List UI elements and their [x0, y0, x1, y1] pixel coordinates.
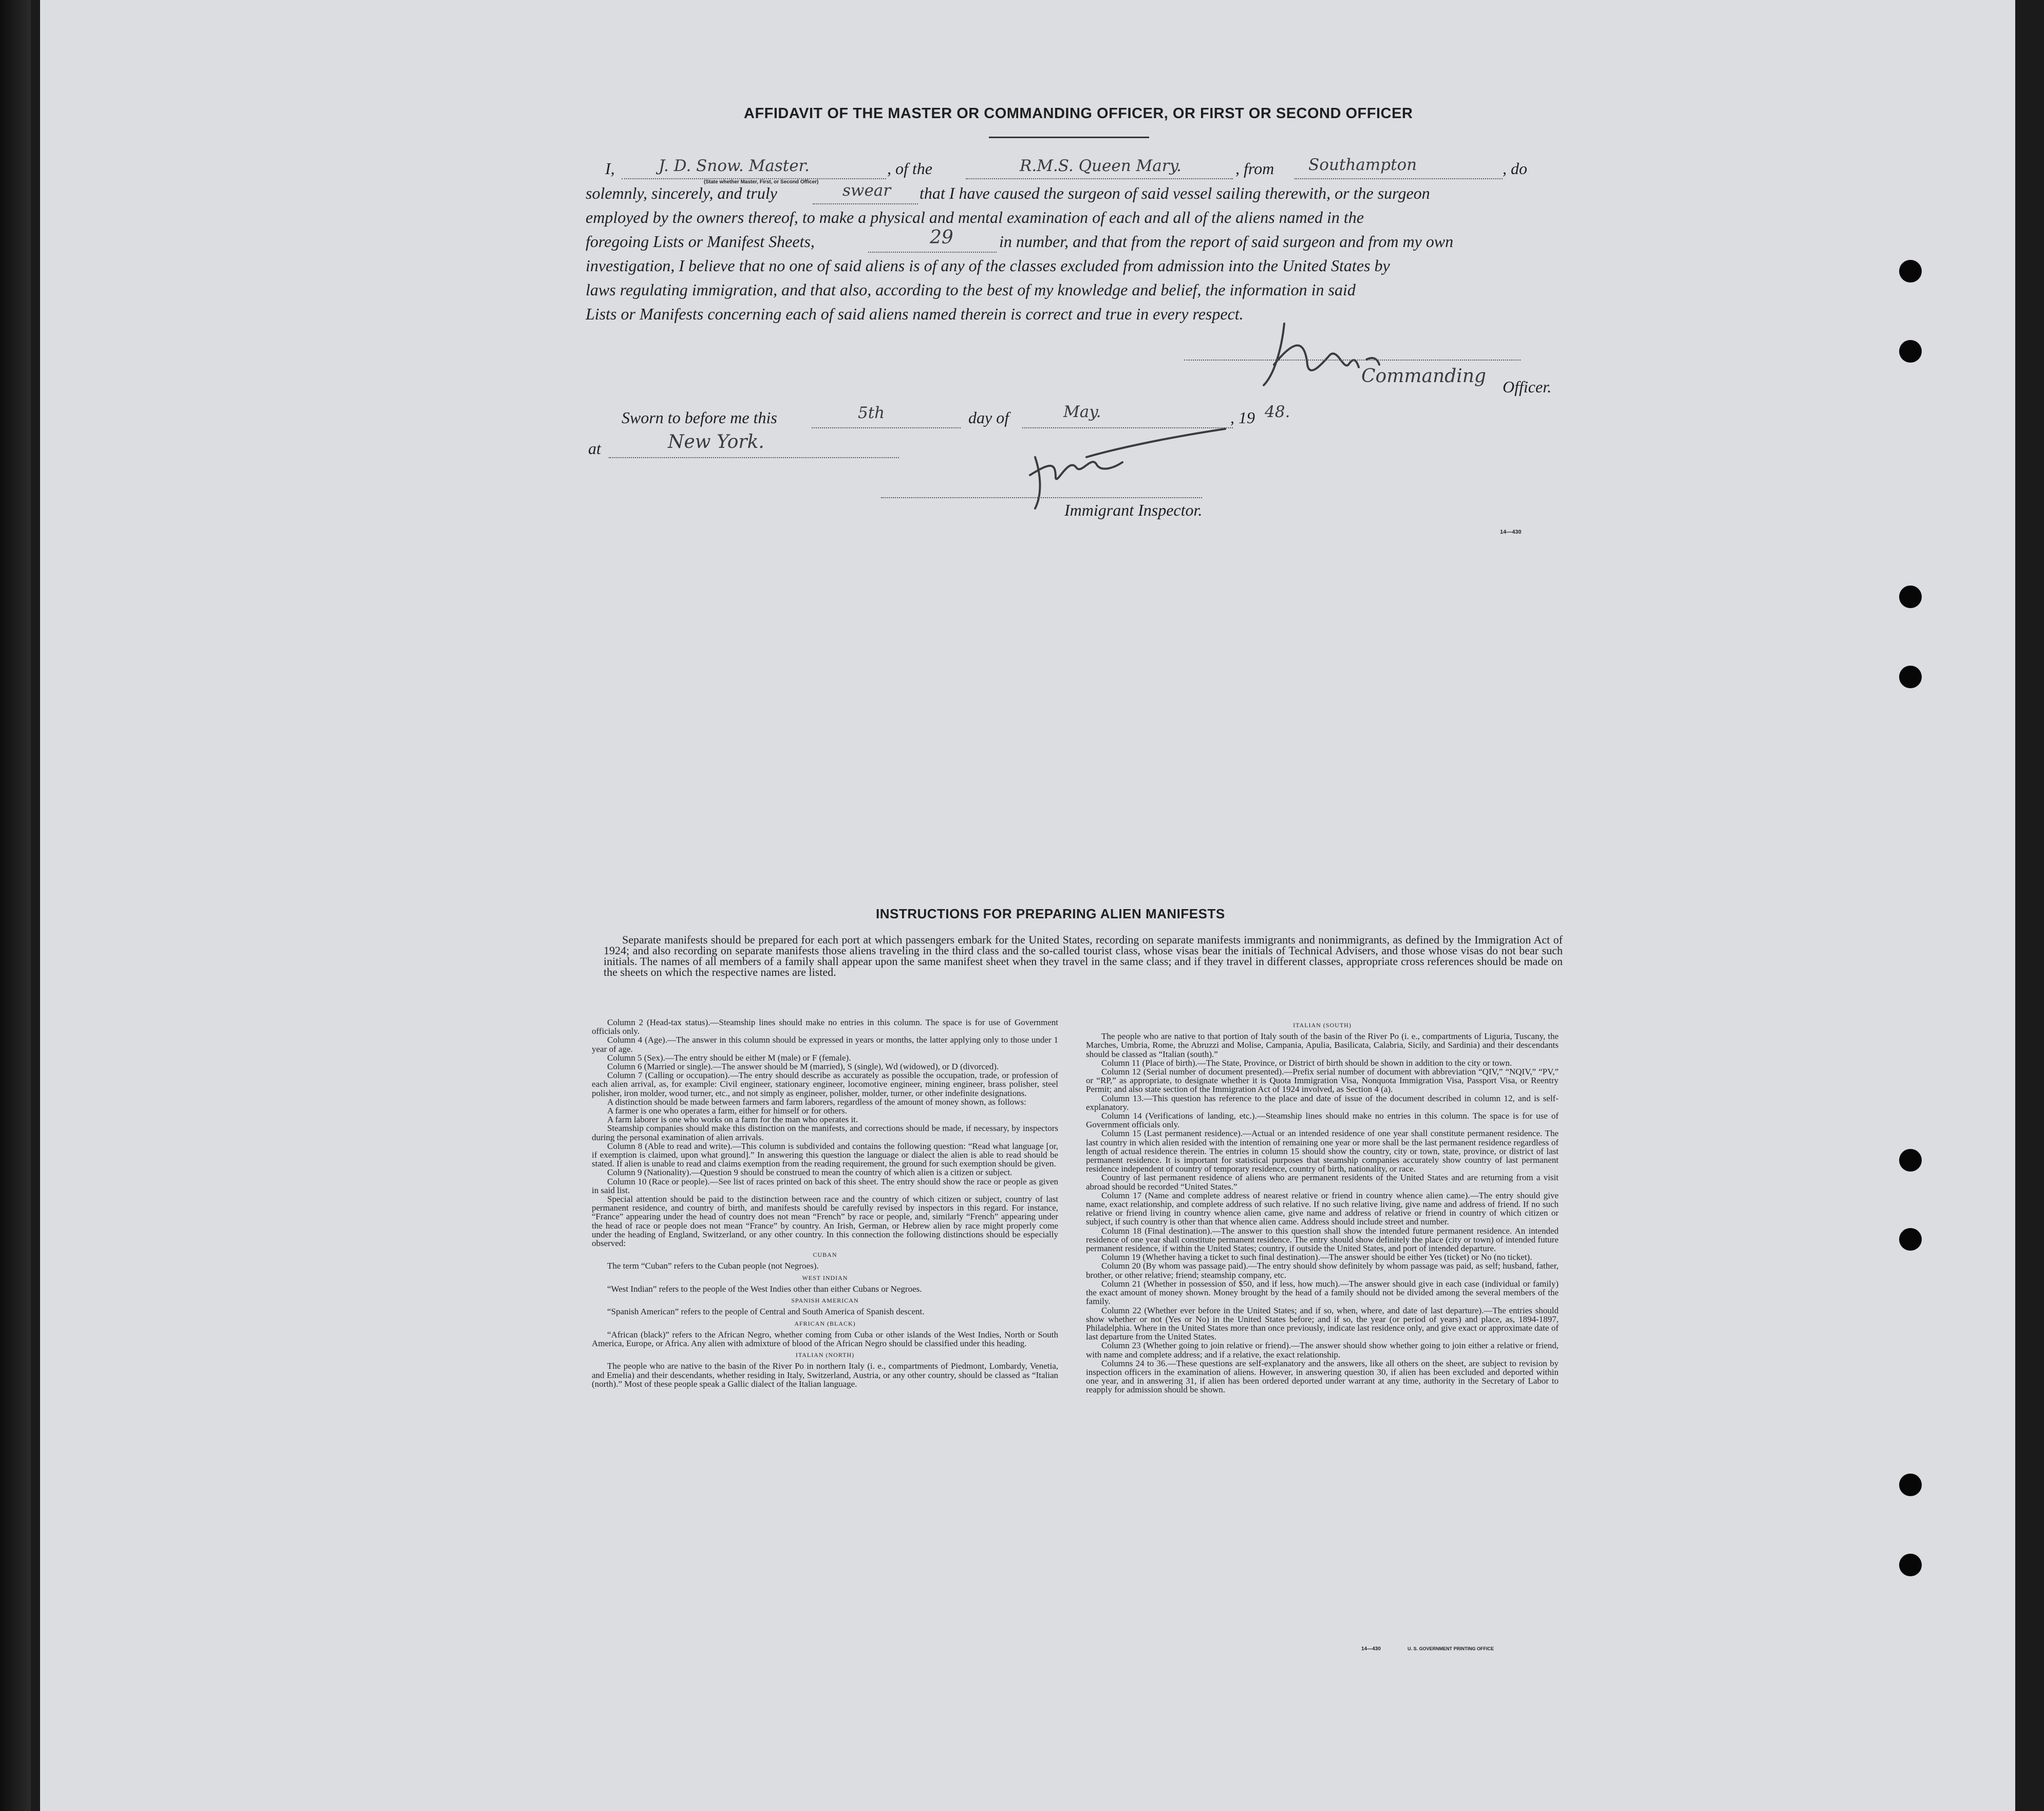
instruction-paragraph: A farmer is one who operates a farm, either for himself or for others.	[607, 1106, 847, 1116]
instruction-paragraph: Column 21 (Whether in possession of $50, and if less, how much).—The answer should give in each case (individual or family) the exact amount of money shown. Money brought by the head of a family should not be divided among the several members of the family.	[1086, 1278, 1559, 1307]
sworn-place-handwritten: New York.	[668, 431, 764, 452]
affidavit-title: AFFIDAVIT OF THE MASTER OR COMMANDING OFFICER, OR FIRST OR SECOND OFFICER	[744, 105, 1413, 122]
instruction-paragraph: “African (black)” refers to the African Negro, whether coming from Cuba or other islands of the West Indies, North or South America, Europe, or Africa. Any alien with admixture of blood of the African Negro should be classified under this heading.	[592, 1329, 1058, 1348]
section-heading: CUBAN	[813, 1251, 837, 1259]
affidavit-text: in number, and that from the report of said surgeon and from my own	[999, 232, 1454, 251]
instruction-paragraph: Special attention should be paid to the distinction between race and the country of which citizen or subject, country of last permanent residence, and country of birth, and manifests should be carefully revised by inspectors in this regard. For instance, “France” appearing under the head of country does not mean “French” by race or people, and, similarly “French” appearing under the head of race or people does not mean “France” by country. An Irish, German, or Hebrew alien by race might properly come under the heading of England, Switzerland, or any other country. In this connection the following distinctions should be especially observed:	[592, 1194, 1058, 1249]
instruction-paragraph: Column 2 (Head-tax status).—Steamship lines should make no entries in this column. The space is for use of Government officials only.	[592, 1017, 1058, 1036]
affidavit-text: investigation, I believe that no one of said aliens is of any of the classes excluded from admission into the United States by	[586, 256, 1390, 275]
form-number: 14—430	[1500, 529, 1522, 535]
instruction-paragraph: Column 12 (Serial number of document presented).—Prefix serial number of document with abbreviation “QIV,” “NQIV,” “PV,” or “RP,” as appropriate, to designate whether it is Quota Immigration Visa, Nonquota Immigration Visa, Passport Visa, or Reentry Permit; and also state section of the Immigration Act of 1924 involved, as Section 4 (a).	[1086, 1067, 1559, 1095]
instruction-paragraph: Column 22 (Whether ever before in the United States; and if so, when, where, and date of last departure).—The entries should show whether or not (Yes or No) in the United States before; and if so, the year (or period of years) and place, as, 1894-1897, Philadelphia. Where in the United States more than once previously, indicate last residence only, and give exact or approximate date of last departure from the United States.	[1086, 1305, 1559, 1342]
section-heading: AFRICAN (BLACK)	[794, 1319, 856, 1327]
fill-line	[1295, 178, 1503, 179]
fill-line	[609, 457, 899, 458]
signature-line	[1184, 360, 1521, 361]
scan-left-edge	[0, 0, 31, 1811]
officer-label: Officer.	[1503, 378, 1552, 396]
fill-line	[812, 427, 961, 428]
affidavit-text: Lists or Manifests concerning each of said aliens named therein is correct and true in every respect.	[586, 305, 1244, 323]
instruction-paragraph: Column 20 (By whom was passage paid).—The entry should show definitely by whom passage was paid, as self; husband, father, brother, or other relative; friend; steamship company, etc.	[1086, 1261, 1559, 1280]
instruction-paragraph: Steamship companies should make this distinction on the manifests, and corrections should be made, if necessary, by inspectors during the personal examination of alien arrivals.	[592, 1123, 1058, 1142]
instruction-paragraph: Column 11 (Place of birth).—The State, Province, or District of birth should be shown in addition to the city or town.	[1101, 1058, 1512, 1068]
affidavit-text: Sworn to before me this	[622, 408, 777, 427]
punch-hole	[1899, 1149, 1922, 1172]
instruction-paragraph: The term “Cuban” refers to the Cuban people (not Negroes).	[607, 1261, 819, 1271]
officer-title-handwritten: Commanding	[1361, 366, 1486, 387]
instruction-paragraph: Column 14 (Verifications of landing, etc.).—Steamship lines should make no entries in this column. The space is for use of Government officials only.	[1086, 1111, 1559, 1130]
affidavit-text: foregoing Lists or Manifest Sheets,	[586, 232, 815, 251]
vessel-name-handwritten: R.M.S. Queen Mary.	[1020, 157, 1182, 175]
instruction-paragraph: “West Indian” refers to the people of the West Indies other than either Cubans or Negroes.	[607, 1284, 922, 1294]
affidavit-text: , of the	[887, 159, 932, 178]
instruction-paragraph: Column 19 (Whether having a ticket to such final destination).—The answer should be either Yes (ticket) or No (no ticket).	[1101, 1252, 1532, 1262]
section-heading: ITALIAN (SOUTH)	[1293, 1022, 1352, 1029]
sworn-month-handwritten: May.	[1063, 403, 1101, 421]
instruction-paragraph: “Spanish American” refers to the people of Central and South America of Spanish descent.	[607, 1307, 925, 1317]
departure-port-handwritten: Southampton	[1308, 156, 1417, 174]
affidavit-text: solemnly, sincerely, and truly	[586, 184, 777, 202]
instruction-paragraph: Column 8 (Able to read and write).—This column is subdivided and contains the following question: “Read what language [or, if exemption is claimed, upon what ground].” In answering this question the language or dialect the alien is able to read should be stated. If alien is unable to read and claims exemption from the reading requirement, the ground for such exemption should be given.	[592, 1141, 1058, 1169]
instruction-paragraph: The people who are native to that portion of Italy south of the basin of the River Po (i. e., compartments of Liguria, Tuscany, the Marches, Umbria, Rome, the Abruzzi and Molise, Campania, Apulia, Basilicata, Calabria, Sicily, and Sardinia) and their descendants should be classed as “Italian (south).”	[1086, 1031, 1559, 1059]
instruction-paragraph: Column 10 (Race or people).—See list of races printed on back of this sheet. The entry should show the race or people as given in said list.	[592, 1176, 1058, 1195]
instruction-paragraph: A farm laborer is one who works on a farm for the man who operates it.	[607, 1115, 858, 1125]
punch-hole	[1899, 340, 1922, 363]
punch-hole	[1899, 666, 1922, 688]
instruction-paragraph: Column 15 (Last permanent residence).—Actual or an intended residence of one year shall constitute permanent residence. The last country in which alien resided with the intention of remaining one year or more shall be the last permanent residence regardless of length of actual residence therein. The entries in column 15 should show the country, city or town, state, province, or district of last permanent residence. It is important for statistical purposes that steamship companies accurately show country of last permanent residence independent of country of temporary residence, country of birth, nationality, or race.	[1086, 1128, 1559, 1174]
sworn-year-handwritten: 48.	[1265, 403, 1290, 421]
master-name-handwritten: J. D. Snow. Master.	[659, 157, 810, 175]
instruction-paragraph: Column 6 (Married or single).—The answer should be M (married), S (single), Wd (widowed), or D (divorced).	[607, 1062, 999, 1072]
inspector-label: Immigrant Inspector.	[1064, 501, 1203, 519]
affidavit-text: at	[588, 439, 601, 458]
instruction-paragraph: Column 13.—This question has reference to the place and date of issue of the document described in column 12, and is self-explanatory.	[1086, 1093, 1559, 1112]
affidavit-text: I,	[605, 159, 615, 178]
section-heading: SPANISH AMERICAN	[791, 1297, 859, 1305]
oath-handwritten: swear	[842, 181, 891, 200]
instructions-left-column	[592, 1018, 1058, 1388]
title-rule	[989, 137, 1149, 138]
instruction-paragraph: Columns 24 to 36.—These questions are self-explanatory and the answers, like all others on the sheet, are subject to revision by inspection officers in the examination of aliens. However, in answering question 30, if alien has been excluded and deported within one year, and in answering 31, if alien has been ordered deported under warrant at any time, authority in the Secretary of Labor to reapply for admission should be shown.	[1086, 1358, 1559, 1395]
section-heading: ITALIAN (NORTH)	[795, 1351, 855, 1359]
affidavit-text: laws regulating immigration, and that also, according to the best of my knowledge and belief, the information in said	[586, 280, 1356, 299]
sworn-day-handwritten: 5th	[858, 404, 885, 422]
instruction-paragraph: Column 5 (Sex).—The entry should be either M (male) or F (female).	[607, 1052, 851, 1063]
fill-line	[966, 178, 1233, 179]
instructions-title: INSTRUCTIONS FOR PREPARING ALIEN MANIFESTS	[876, 906, 1225, 921]
instruction-paragraph: Column 18 (Final destination).—The answer to this question shall show the intended future permanent residence. An intended residence of one year shall constitute permanent residence. The entry should show definitely the place (city or town) of intended future permanent residence, if within the United States; country, if outside the United States, and port of intended departure.	[1086, 1225, 1559, 1254]
punch-hole	[1899, 1228, 1922, 1251]
affidavit-text: employed by the owners thereof, to make a physical and mental examination of each and all of the aliens named in the	[586, 208, 1364, 227]
instruction-paragraph: The people who are native to the basin of the River Po in northern Italy (i. e., compartments of Piedmont, Lombardy, Venetia, and Emelia) and their descendants, whether residing in Italy, Switzerland, Austria, or any other country, should be classed as “Italian (north).” Most of these people speak a Gallic dialect of the Italian language.	[592, 1361, 1058, 1389]
affidavit-text: that I have caused the surgeon of said vessel sailing therewith, or the surgeon	[920, 184, 1430, 202]
punch-hole	[1899, 586, 1922, 608]
sheet-count-handwritten: 29	[930, 227, 953, 248]
instruction-paragraph: Column 7 (Calling or occupation).—The entry should describe as accurately as possible the occupation, trade, or profession of each alien arrival, as, for example: Civil engineer, stationary engineer, locomotive engineer, mining engineer, brass polisher, steel polisher, iron molder, wood turner, etc., and not simply as engineer, polisher, molder, turner, or other indefinite designations.	[592, 1070, 1058, 1098]
fill-line	[813, 203, 918, 204]
instruction-paragraph: Column 4 (Age).—The answer in this column should be expressed in years or months, the latter applying only to those under 1 year of age.	[592, 1035, 1058, 1054]
instruction-paragraph: Column 17 (Name and complete address of nearest relative or friend in country whence alien came).—The entry should give name, exact relationship, and complete address of such relative. If no such relative living, give name and address of friend. If no such relative or friend living in country whence alien came, give name and address of relative or friend in country of which citizen or subject, if such country is other than that whence alien came. Address should include street and number.	[1086, 1190, 1559, 1227]
signature-line	[881, 497, 1202, 498]
fill-line	[868, 252, 997, 253]
instruction-paragraph: Column 23 (Whether going to join relative or friend).—The answer should show whether going to join either a relative or friend, with name and complete address; and if a relative, the exact relationship.	[1086, 1341, 1559, 1360]
affidavit-text: day of	[968, 408, 1009, 427]
footer-printing-office: U. S. GOVERNMENT PRINTING OFFICE	[1408, 1646, 1494, 1651]
affidavit-text: , from	[1235, 159, 1274, 178]
punch-hole	[1899, 260, 1922, 282]
footer-form-number: 14—430	[1361, 1646, 1381, 1652]
instructions-right-column	[1086, 1018, 1559, 1394]
punch-hole	[1899, 1554, 1922, 1576]
affidavit-text: , 19	[1230, 408, 1255, 427]
instructions-intro: Separate manifests should be prepared for each port at which passengers embark for the United States, recording on separate manifests immigrants and nonimmigrants, as defined by the Immigration Act of 1924; and also recording on separate manifests those aliens traveling in the third class and the so-called tourist class, whose visas bear the initials of Technical Advisers, and those whose visas do not bear such initials. The names of all members of a family shall appear upon the same manifest sheet when they travel in the same class; and if they travel in different classes, appropriate cross references should be made on the sheets on which the respective names are listed.	[604, 933, 1563, 978]
officer-rank-note: (State whether Master, First, or Second Officer)	[704, 179, 819, 185]
instruction-paragraph: A distinction should be made between farmers and farm laborers, regardless of the amount of money shown, as follows:	[607, 1097, 1026, 1107]
instruction-paragraph: Column 9 (Nationality).—Question 9 should be construed to mean the country of which alien is a citizen or subject.	[607, 1167, 1012, 1178]
instruction-paragraph: Country of last permanent residence of aliens who are permanent residents of the United States and are returning from a visit abroad should be recorded “United States.”	[1086, 1173, 1559, 1192]
affidavit-text: , do	[1503, 159, 1527, 178]
section-heading: WEST INDIAN	[802, 1274, 848, 1281]
punch-hole	[1899, 1474, 1922, 1496]
